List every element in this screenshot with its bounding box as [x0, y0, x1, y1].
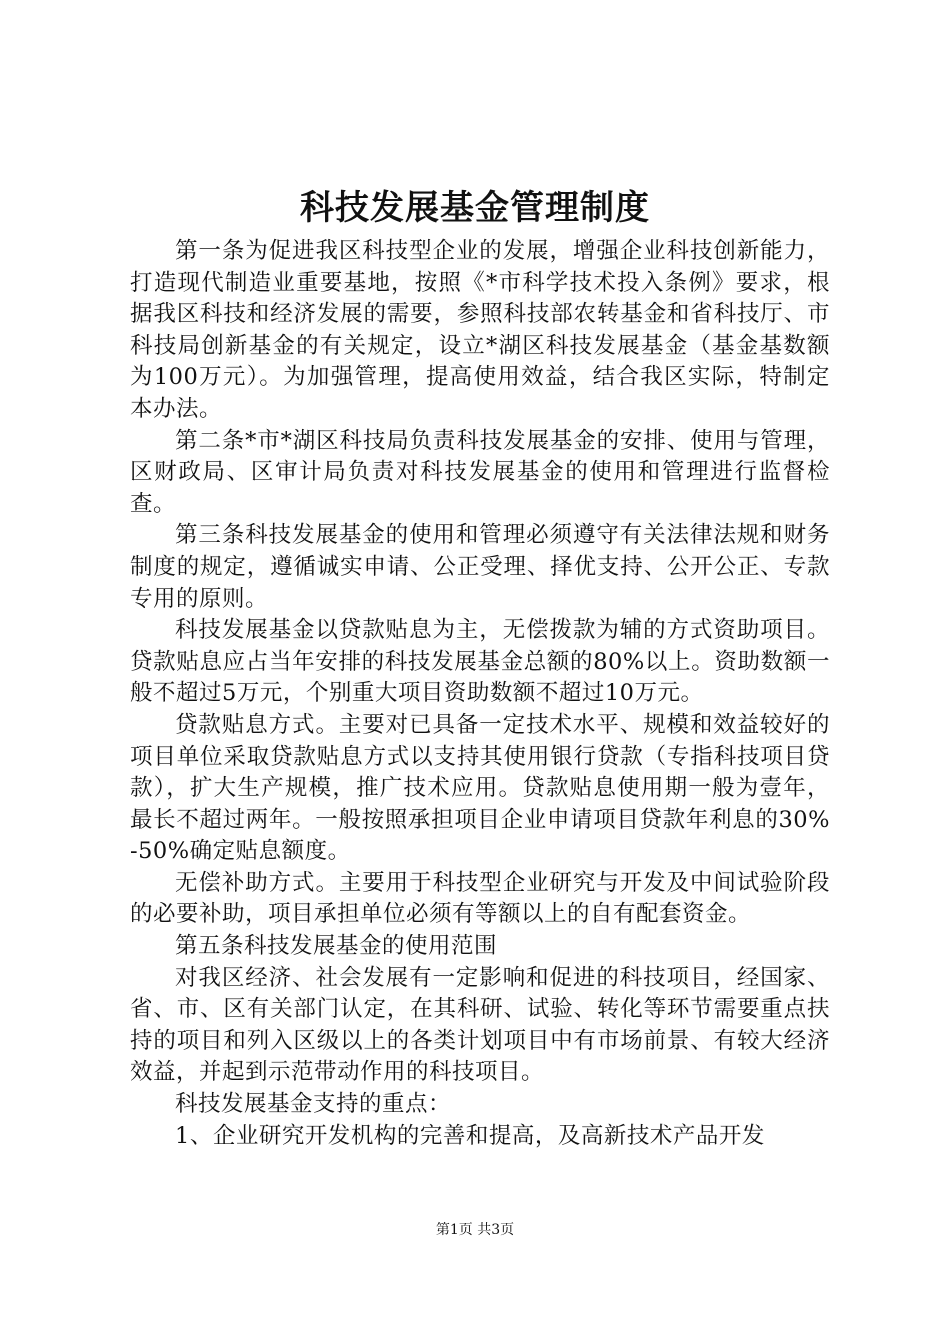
- paragraph-article-2: 第二条*市*湖区科技局负责科技发展基金的安排、使用与管理，区财政局、区审计局负责对科技发展基金的使用和管理进行监督检查。: [130, 427, 830, 517]
- paragraph-key-support-item-1: 1、企业研究开发机构的完善和提高，及高新技术产品开发: [175, 1122, 765, 1149]
- paragraph-article-3: 第三条科技发展基金的使用和管理必须遵守有关法律法规和财务制度的规定，遵循诚实申请、公正受理、择优支持、公开公正、专款专用的原则。: [130, 522, 830, 612]
- paragraph-grant-subsidy: 无偿补助方式。主要用于科技型企业研究与开发及中间试验阶段的必要补助，项目承担单位必须有等额以上的自有配套资金。: [130, 869, 830, 928]
- document-title: 科技发展基金管理制度: [300, 188, 650, 228]
- paragraph-funding-method: 科技发展基金以贷款贴息为主，无偿拨款为辅的方式资助项目。贷款贴息应占当年安排的科技发展基金总额的80%以上。资助数额一般不超过5万元，个别重大项目资助数额不超过10万元。: [130, 617, 830, 707]
- page-number-footer: 第1页 共3页: [435, 1222, 515, 1238]
- paragraph-key-support-heading: 科技发展基金支持的重点：: [175, 1091, 452, 1118]
- paragraph-article-5-heading: 第五条科技发展基金的使用范围: [175, 933, 498, 960]
- document-body: [130, 236, 830, 1152]
- paragraph-article-1: 第一条为促进我区科技型企业的发展，增强企业科技创新能力，打造现代制造业重要基地，按照《*市科学技术投入条例》要求，根据我区科技和经济发展的需要，参照科技部农转基金和省科技厅、市科技局创新基金的有关规定，设立*湖区科技发展基金（基金基数额为100万元）。为加强管理，提高使用效益，结合我区实际，特制定本办法。: [130, 238, 830, 422]
- paragraph-scope: 对我区经济、社会发展有一定影响和促进的科技项目，经国家、省、市、区有关部门认定，在其科研、试验、转化等环节需要重点扶持的项目和列入区级以上的各类计划项目中有市场前景、有较大经济效益，并起到示范带动作用的科技项目。: [130, 964, 830, 1086]
- paragraph-loan-subsidy: 贷款贴息方式。主要对已具备一定技术水平、规模和效益较好的项目单位采取贷款贴息方式以支持其使用银行贷款（专指科技项目贷款），扩大生产规模，推广技术应用。贷款贴息使用期一般为壹年，最长不超过两年。一般按照承担项目企业申请项目贷款年利息的30%-50%确定贴息额度。: [130, 711, 830, 865]
